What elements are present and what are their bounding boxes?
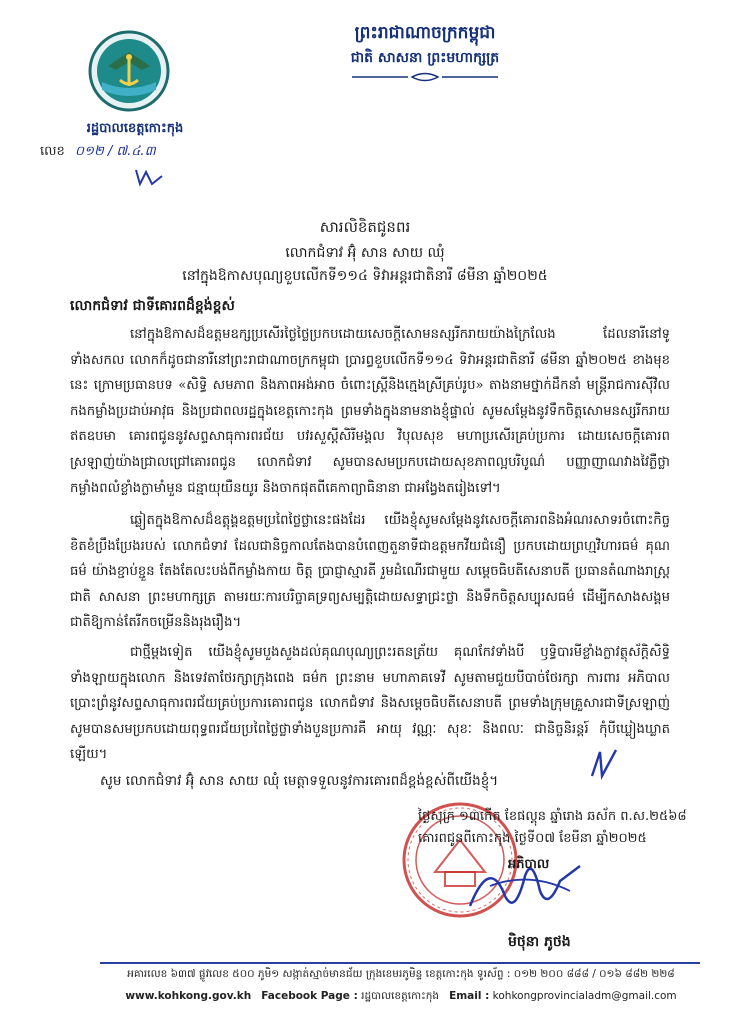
body-paragraph-3: ជាថ្មីម្តងទៀត យើងខ្ញុំសូមបួងសួងដល់គុណបុណ្យព្រះរតនត្រ័យ គុណកែវទាំងបី ឫទ្ធិបារមីខ្លាំងក្លាវត្ថុស័ក្តិសិទ្ធិទាំងឡាយក្នុងលោក និងទេវតាថែរក្សាក្រុងពេង ធម៌ក ព្រះនាម មហាភាគទេវី សូមតាមជួយបីបាច់ថែរក្សា ការពារ អភិបាល ប្រោះព្រំនូវសព្ទសាធុការពរជ័យគ្រប់ប្រការគោរពជូន លោកជំទាវ និងសម្តេចធិបតីសេនាបតី ព្រមទាំងក្រុមគ្រួសារជាទីស្រឡាញ់ សូមបានសមប្រកបដោយពុទ្ធពរជ័យប្រពៃថ្លៃថ្លាទាំងបួនប្រការគឺ អាយុ វណ្ណៈ សុខៈ និងពលៈ ជានិច្ចនិរន្តរ៍ កុំបីឃ្លៀងឃ្លាតឡើយ។ [70, 645, 670, 763]
footer-contacts [96, 990, 706, 1005]
handwritten-initial-mark [132, 166, 172, 190]
recipient-name: លោកជំទាវ អ៊ុំ សាន សាយ ឈុំ [285, 245, 445, 261]
agency-name: រដ្ឋបាលខេត្តកោះកុង [86, 121, 184, 136]
footer-address: អគារលេខ ៦៣៧ ផ្លូវលេខ ៥០០ ភូមិ១ សង្កាត់ស្មាច់មានជ័យ ក្រុងខេមរភូមិន្ទ ខេត្តកោះកុង ទូរស័ព្ទ : ០១២ ២០០ ៨៨៨ / ០១៦ ៨៨២ ២២៨ [127, 968, 675, 980]
salutation: លោកជំទាវ ជាទីគោរពដ៏ខ្ពង់ខ្ពស់ [70, 298, 235, 314]
solar-date: គោរពជូនពីកោះកុង ថ្ងៃទី០៧ ខែមីនា ឆ្នាំ២០២៥ [418, 831, 647, 846]
handwritten-initial [586, 746, 626, 786]
facebook-label: Facebook Page : [261, 990, 358, 1002]
handwritten-signature [460, 836, 590, 926]
email-address[interactable]: kohkongprovincialadm@gmail.com [492, 990, 677, 1002]
body-paragraph-1: នៅក្នុងឱកាសដ៏ឧត្តមឧក្សប្រសើរថ្ងៃថ្លៃប្រកបដោយសេចក្តីសោមនស្សរីករាយយ៉ាងក្រៃលែង ដែលនារីនៅទូទាំងសកល លោកក៏ដូចជានារីនៅព្រះរាជាណាចក្រកម្ពុជា ប្រារព្ធខួបលើកទី១១៤ ទិវាអន្តរជាតិនារី ៨មីនា ឆ្នាំ២០២៥ ខាងមុខនេះ ក្រោមប្រធានបទ «សិទ្ធិ សមភាព និងភាពអង់អាច ចំពោះស្ត្រីនិងក្មេងស្រីគ្រប់រូប» តាងនាមថ្នាក់ដឹកនាំ មន្ត្រីរាជការស៊ីវិល កងកម្លាំងប្រដាប់អាវុធ និងប្រជាពលរដ្ឋក្នុងខេត្តកោះកុង ព្រមទាំងក្នុងនាមនាងខ្ញុំផ្ទាល់ សូមសម្តែងនូវទឹកចិត្តសោមនស្សរីករាយឥតឧបមា គោរពជូននូវសព្ទសាធុការពរជ័យ បវរសួស្តីសិរីមង្គល វិបុលសុខ មហាប្រសើរគ្រប់ប្រការ ដោយសេចក្តីគោរពស្រឡាញ់យ៉ាងជ្រាលជ្រៅគោរពជូន លោកជំទាវ សូមបានសមប្រកបដោយសុខភាពល្អបរិបូណ៌ បញ្ញាញាណវាងវៃភ្លឺថ្លា កម្លាំងពលំខ្លាំងក្លាមាំមួន ជន្មាយុយឺនយូរ និងចាកផុតពីគេកាព្យាធិនានា ជាអង្វែងតរៀងទៅ។ [70, 327, 670, 496]
website-link[interactable]: www.kohkong.gov.kh [125, 990, 252, 1002]
signatory-name: មិថុនា ភូថង [508, 934, 571, 950]
signatory-title: អភិបាល [508, 857, 550, 872]
email-label: Email : [449, 990, 490, 1002]
provincial-emblem-logo [88, 30, 170, 112]
national-motto: ជាតិ សាសនា ព្រះមហាក្សត្រ [350, 50, 500, 66]
document-type: សារលិខិតជូនពរ [319, 218, 411, 236]
footer-divider [100, 962, 700, 964]
facebook-page[interactable]: រដ្ឋបាលខេត្តកោះកុង [361, 990, 440, 1002]
reference-number [40, 143, 156, 162]
occasion-line: នៅក្នុងឱកាសបុណ្យខួបលើកទី១១៤ ទិវាអន្តរជាតិនារី ៨មីនា ឆ្នាំ២០២៥ [182, 268, 548, 284]
reference-label: លេខ [40, 144, 65, 159]
closing-line: សូម លោកជំទាវ អ៊ុំ សាន សាយ ឈុំ មេត្តាទទួលនូវការគោរពដ៏ខ្ពង់ខ្ពស់ពីយើងខ្ញុំ។ [100, 773, 499, 789]
lunar-date: ថ្ងៃសុក្រ ១៣កើត ខែផល្គុន ឆ្នាំរោង ឆស័ក ព.ស.២៥៦៨ [418, 809, 687, 824]
reference-value: ០១២ / ៧.៤.៣ [74, 144, 156, 159]
body-paragraph-2: ឆ្លៀតក្នុងឱកាសដ៏ឧត្តុង្គឧត្តមប្រពៃថ្លៃថ្លានេះផងដែរ យើងខ្ញុំសូមសម្តែងនូវសេចក្តីគោរពនិងអំណរសាទរចំពោះកិច្ចខិតខំប្រឹងប្រែងរបស់ លោកជំទាវ ដែលជានិច្ចកាលតែងបានបំពេញតួនាទីជាឧត្តមកវីយជំនឿ ប្រកបដោយព្រហ្មវិហារធម៌ គុណធម៌ យ៉ាងខ្ជាប់ខ្ជួន តែងតែលះបង់ពីកម្លាំងកាយ ចិត្ត ប្រាជ្ញាស្មារតី រួមដំណើរជាមួយ សម្តេចធិបតីសេនាបតី ប្រធានតំណាងរាស្ត្រ ជាតិ សាសនា ព្រះមហាក្សត្រ តាមរយៈការបរិច្ចាគទ្រព្យសម្បត្តិដោយសទ្ធាជ្រះថ្លា និងទឹកចិត្តសប្បុរសធម៌ ដើម្បីកសាងសង្គម ជាតិឱ្យកាន់តែរីកចម្រើននិងរុងរឿង។ [70, 513, 670, 631]
kingdom-heading: ព្រះរាជាណាចក្រកម្ពុជា [354, 23, 496, 43]
ornament-divider [352, 72, 498, 82]
